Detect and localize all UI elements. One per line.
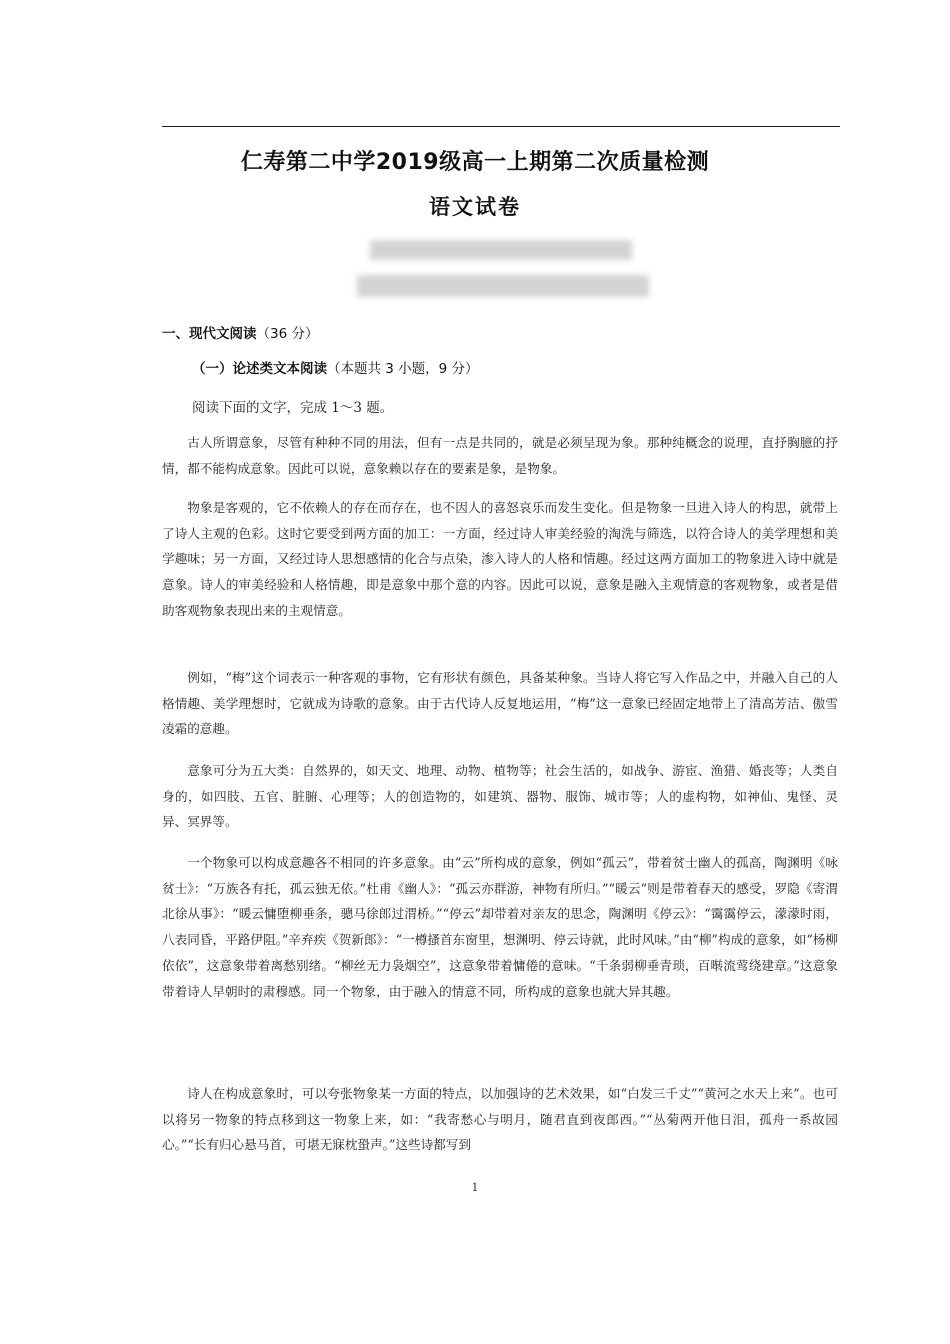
passage-paragraph: 一个物象可以构成意趣各不相同的许多意象。由“云”所构成的意象，例如“孤云”，带着贫士幽人的孤高，陶渊明《咏贫士》：“万族各有托，孤云独无依。”杜甫《幽人》：“孤云亦群游，神物有所归。”“暖云”则是带着春天的感受，罗隐《寄渭北徐从事》：“暖云慵堕柳垂条，骢马徐郎过渭桥。”“停云”却带着对亲友的思念，陶渊明《停云》：“霭霭停云，濛濛时雨，八表同昏，平路伊阻。”辛弃疾《贺新郎》：“一樽搔首东窗里，想渊明、停云诗就，此时风味。”由“柳”构成的意象，如“杨柳依依”，这意象带着离愁别绪。“柳丝无力袅烟空”，这意象带着慵倦的意味。“千条弱柳垂青琐，百啭流莺绕建章。”这意象带着诗人早朝时的肃穆感。同一个物象，由于融入的情意不同，所构成的意象也就大异其趣。 [162,855,838,999]
subsection-heading [192,357,479,377]
subsection-title: （一）论述类文本阅读 [192,361,327,377]
header-rule [162,126,840,127]
exam-subtitle: 语文试卷 [429,195,521,219]
section-heading [162,322,318,342]
section-points: （36 分） [256,326,319,342]
reading-instruction: 阅读下面的文字，完成 1～3 题。 [192,400,394,416]
redacted-info-line-2 [357,275,649,297]
passage-paragraph: 意象可分为五大类：自然界的，如天文、地理、动物、植物等；社会生活的，如战争、游宦、渔猎、婚丧等；人类自身的，如四肢、五官、脏腑、心理等；人的创造物的，如建筑、器物、服饰、城市等；人的虚构物，如神仙、鬼怪、灵异、冥界等。 [162,763,838,830]
passage-paragraph: 古人所谓意象，尽管有种种不同的用法，但有一点是共同的，就是必须呈现为象。那种纯概念的说理，直抒胸臆的抒情，都不能构成意象。因此可以说，意象赖以存在的要素是象，是物象。 [162,435,838,476]
page-number: 1 [471,1181,479,1194]
section-title: 一、现代文阅读 [162,326,257,342]
redacted-info-line-1 [370,240,632,260]
passage-paragraph: 例如，“梅”这个词表示一种客观的事物，它有形状有颜色，具备某种象。当诗人将它写入作品之中，并融入自己的人格情趣、美学理想时，它就成为诗歌的意象。由于古代诗人反复地运用，“梅”这一意象已经固定地带上了清高芳洁、傲雪凌霜的意趣。 [162,670,838,737]
exam-title: 仁寿第二中学2019级高一上期第二次质量检测 [240,150,710,175]
subsection-note: （本题共 3 小题，9 分） [327,361,479,377]
passage-paragraph: 诗人在构成意象时，可以夸张物象某一方面的特点，以加强诗的艺术效果，如“白发三千丈”“黄河之水天上来”。也可以将另一物象的特点移到这一物象上来，如：“我寄愁心与明月，随君直到夜郎西。”“丛菊两开他日泪，孤舟一系故园心。”“长有归心悬马首，可堪无寐枕蛩声。”这些诗都写到 [162,1086,838,1153]
passage-paragraph: 物象是客观的，它不依赖人的存在而存在，也不因人的喜怒哀乐而发生变化。但是物象一旦进入诗人的构思，就带上了诗人主观的色彩。这时它要受到两方面的加工：一方面，经过诗人审美经验的淘洗与筛选，以符合诗人的美学理想和美学趣味；另一方面，又经过诗人思想感情的化合与点染，渗入诗人的人格和情趣。经过这两方面加工的物象进入诗中就是意象。诗人的审美经验和人格情趣，即是意象中那个意的内容。因此可以说，意象是融入主观情意的客观物象，或者是借助客观物象表现出来的主观情意。 [162,500,838,618]
